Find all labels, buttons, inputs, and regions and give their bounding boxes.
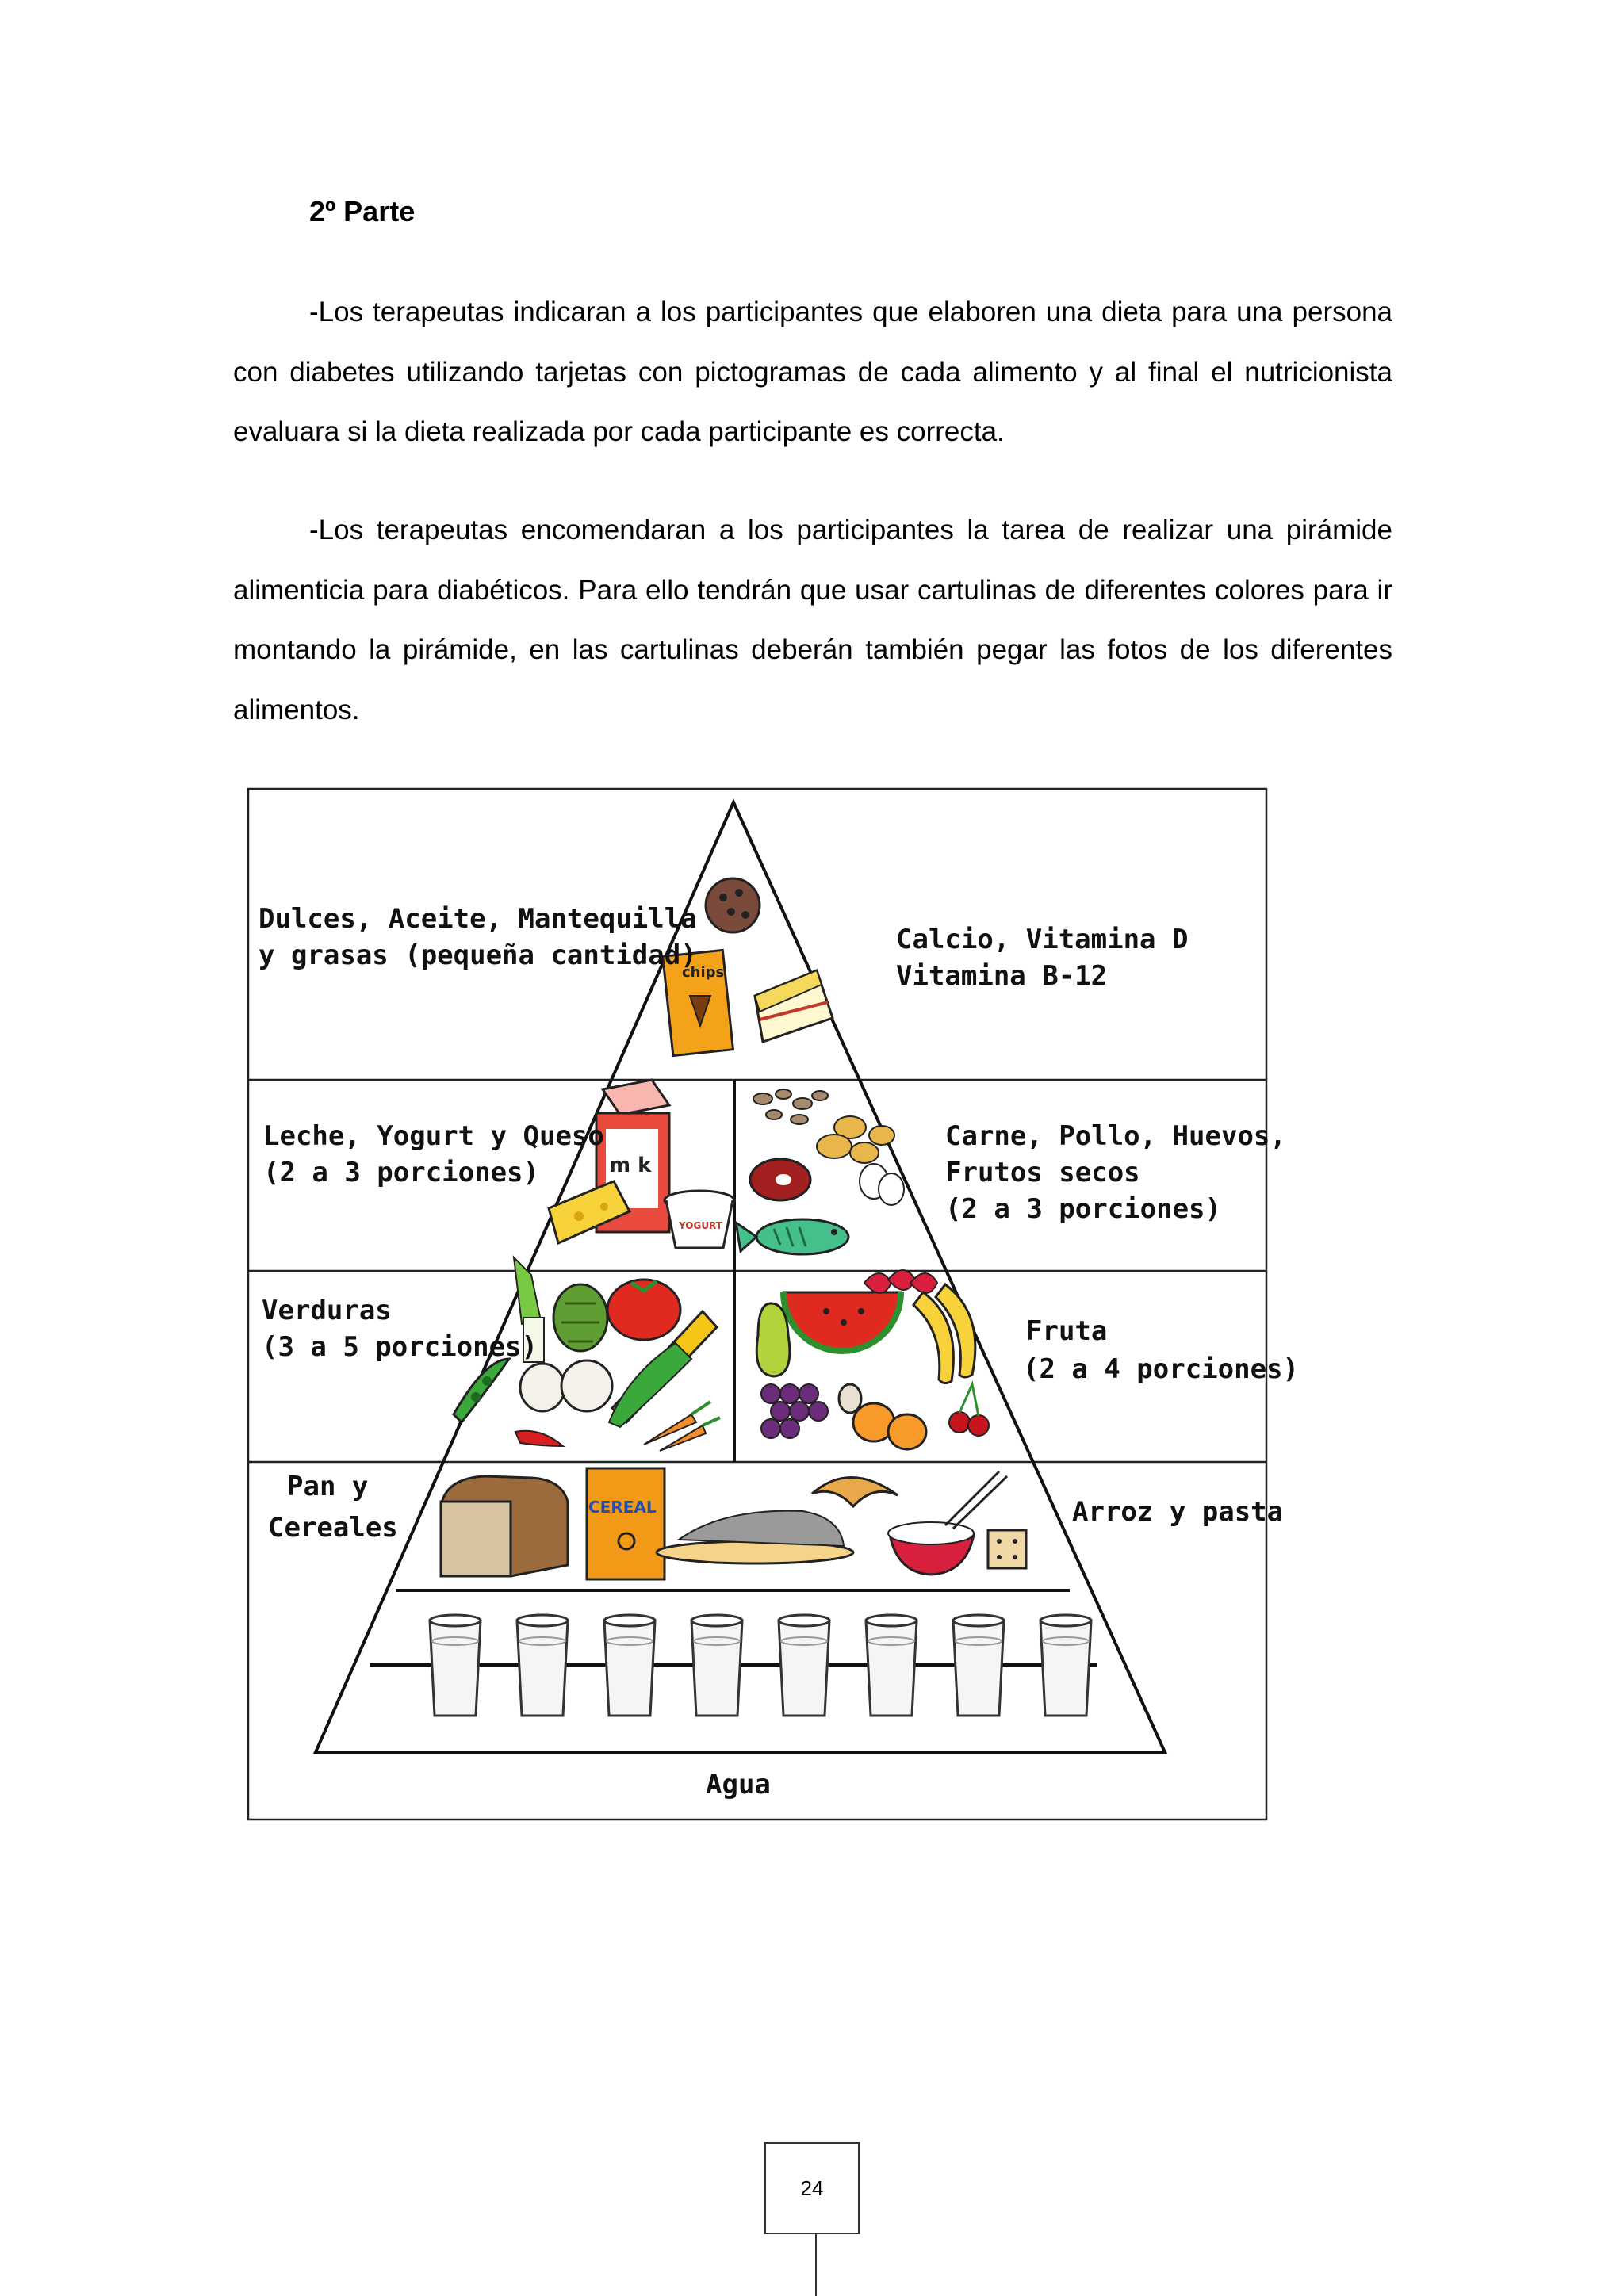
cracker-icon [988,1530,1026,1568]
label-sweets-line2: y grasas (pequeña cantidad) [259,939,697,971]
label-fruit-line2: (2 a 4 porciones) [1023,1353,1299,1385]
label-sweets-line1: Dulces, Aceite, Mantequilla [259,903,697,935]
artichoke-icon [553,1284,607,1351]
yogurt-icon [665,1191,734,1248]
milk-carton-label: m k [609,1154,652,1177]
water-glass-icon [517,1615,568,1716]
label-rice-pasta: Arroz y pasta [1072,1496,1284,1528]
paragraph-diet-task: -Los terapeutas indicaran a los participantes que elaboren una dieta para una persona con diabetes utilizando tarjetas con pictogramas de cada alimento y al final el nutricionista evaluara si la dieta realizada por cada participante es correcta. [233,297,1392,447]
cereal-box-label: CEREAL [588,1498,657,1517]
label-bread-line2: Cereales [268,1512,398,1544]
cereal-box-icon [587,1468,665,1579]
water-glass-icon [866,1615,917,1716]
pear-icon [756,1303,790,1376]
food-pyramid-figure [247,788,1299,1820]
label-meat-line3: (2 a 3 porciones) [945,1193,1221,1225]
label-fruit-line1: Fruta [1026,1315,1108,1347]
section-heading: 2º Parte [309,195,416,228]
water-glass-icon [691,1615,742,1716]
page-number-box [764,2142,860,2234]
water-glass-icon [604,1615,655,1716]
label-meat-line1: Carne, Pollo, Huevos, [945,1120,1286,1152]
label-meat-line2: Frutos secos [945,1157,1140,1188]
label-water: Agua [706,1769,771,1800]
paragraph-pyramid-task: -Los terapeutas encomendaran a los participantes la tarea de realizar una pirámide alimenticia para diabéticos. Para ello tendrán que usar cartulinas de diferentes colores para ir montando la pirámide, en las cartulinas deberán también pegar las fotos de los diferentes alimentos. [233,515,1392,725]
page-number-connector [815,2234,817,2296]
label-veg-line1: Verduras [262,1295,392,1326]
chips-label: chips [682,964,725,981]
water-glass-icon [953,1615,1004,1716]
label-vitamins-line1: Calcio, Vitamina D [896,924,1189,955]
label-milk-line1: Leche, Yogurt y Queso [263,1120,604,1152]
label-veg-line2: (3 a 5 porciones) [262,1331,538,1363]
steak-icon [750,1159,810,1200]
tomato-icon [607,1280,680,1340]
page-number: 24 [800,2175,824,2200]
label-vitamins-line2: Vitamina B-12 [896,960,1108,992]
cookie-icon [706,878,760,932]
label-bread-line1: Pan y [287,1471,369,1502]
water-glass-icon [430,1615,481,1716]
water-glass-icon [1040,1615,1091,1716]
label-milk-line2: (2 a 3 porciones) [263,1157,539,1188]
bread-loaf-icon [441,1476,568,1576]
water-glass-icon [779,1615,829,1716]
yogurt-label: YOGURT [679,1220,722,1231]
strawberries-icon [864,1270,937,1293]
